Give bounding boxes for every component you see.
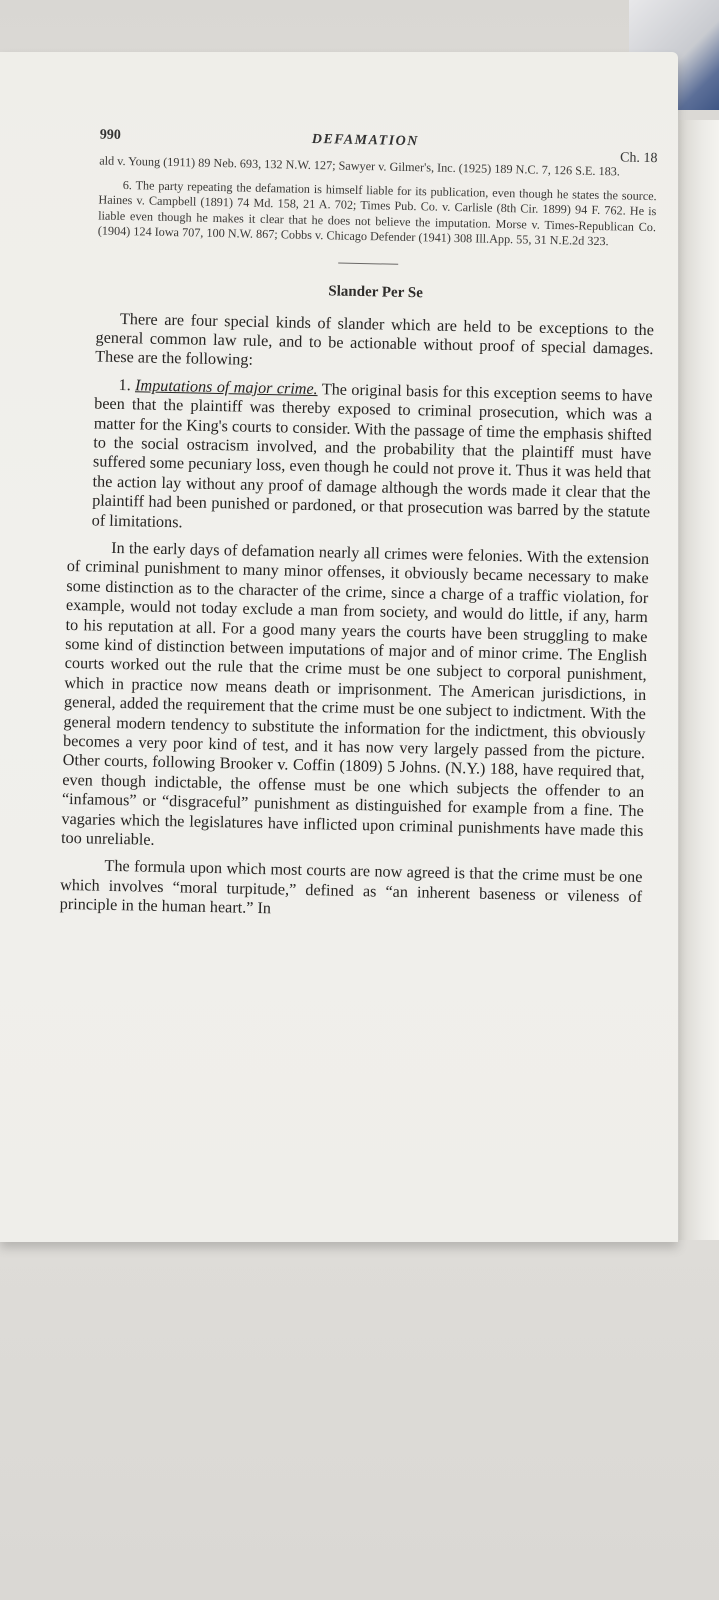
- footnote-continuation: ald v. Young (1911) 89 Neb. 693, 132 N.W. 127; Sawyer v. Gilmer's, Inc. (1925) 189 N.C. 7, 126 S.E. 183.: [99, 153, 621, 179]
- paragraph-item-1: [68, 375, 653, 542]
- page-content: [59, 127, 658, 935]
- section-heading: Slander Per Se: [328, 282, 423, 301]
- chapter-label: Ch. 18: [619, 150, 658, 167]
- body-text: [60, 308, 655, 926]
- page-number: 990: [99, 127, 121, 143]
- paragraph-3: The formula upon which most courts are now agreed is that the crime must be one which involves “moral turpitude,” defined as “an inherent baseness or vileness of principle in the human heart.” In: [59, 857, 643, 918]
- item-number: 1.: [118, 375, 131, 394]
- paragraph-2: In the early days of defamation nearly all crimes were felonies. With the extension of criminal punishment to many minor offenses, it obviously became necessary to make some distinction as to the character of the crime, since a charge of a traffic violation, for example, would not today exclude a man from society, and would do little, if any, harm to his reputation at all. For a good many years the courts have been struggling to make some kind of distinction between imputations of major and of minor crime. The English courts worked out the rule that the crime must be one subject to corporal punishment, which in practice now means death or imprisonment. The American jurisdictions, in general, added the requirement that the crime must be one subject to indictment. With the general modern tendency to substitute the information for the indictment, this obviously becomes a very poor kind of test, and it has now very largely passed from the picture. Other courts, following Brooker v. Coffin (1809) 5 Johns. (N.Y.) 188, have required that, even though indictable, the offense must be one which subjects the offender to an “infamous” or “disgraceful” punishment as distinguished for example from a fine. The vagaries which the legislatures have inflicted upon criminal punishments have made this too unreliable.: [60, 538, 650, 849]
- section-divider: [338, 262, 398, 264]
- item-text: The original basis for this exception seems to have been that the plaintiff was thereby exposed to criminal prosecution, which was a matter for the King's courts to consider. With the passage of time the emphasis shifted to the social ostracism involved, and the probability that the plaintiff must have suffered some pecuniary loss, even though he could not prove it. Thus it was held that the action lay without any proof of damage although the words made it clear that the plaintiff had been punished or pardoned, or that prosecution was barred by the statute of limitations.: [91, 379, 653, 531]
- item-label: Imputations of major crime.: [134, 376, 318, 398]
- footnotes: [74, 153, 658, 251]
- footnote-6: 6. The party repeating the defamation is himself liable for its publication, even though he states the source. Haines v. Campbell (1891) 74 Md. 158, 21 A. 702; Times Pub. Co. v. Carlisle (8th Cir. 1899) 94 F. 762. He is liable even though he makes it clear that he does not believe the imputation. Morse v. Times-Republican Co. (1904) 124 Iowa 707, 100 N.W. 867; Cobbs v. Chicago Defender (1941) 308 Ill.App. 55, 31 N.E.2d 323.: [97, 177, 657, 249]
- book-page: [0, 52, 678, 1242]
- adjacent-page-edge: [679, 120, 719, 1240]
- running-title: DEFAMATION: [311, 131, 420, 150]
- paragraph-intro: There are four special kinds of slander which are held to be exceptions to the general common law rule, and to be actionable without proof of special damages. These are the following:: [95, 309, 655, 370]
